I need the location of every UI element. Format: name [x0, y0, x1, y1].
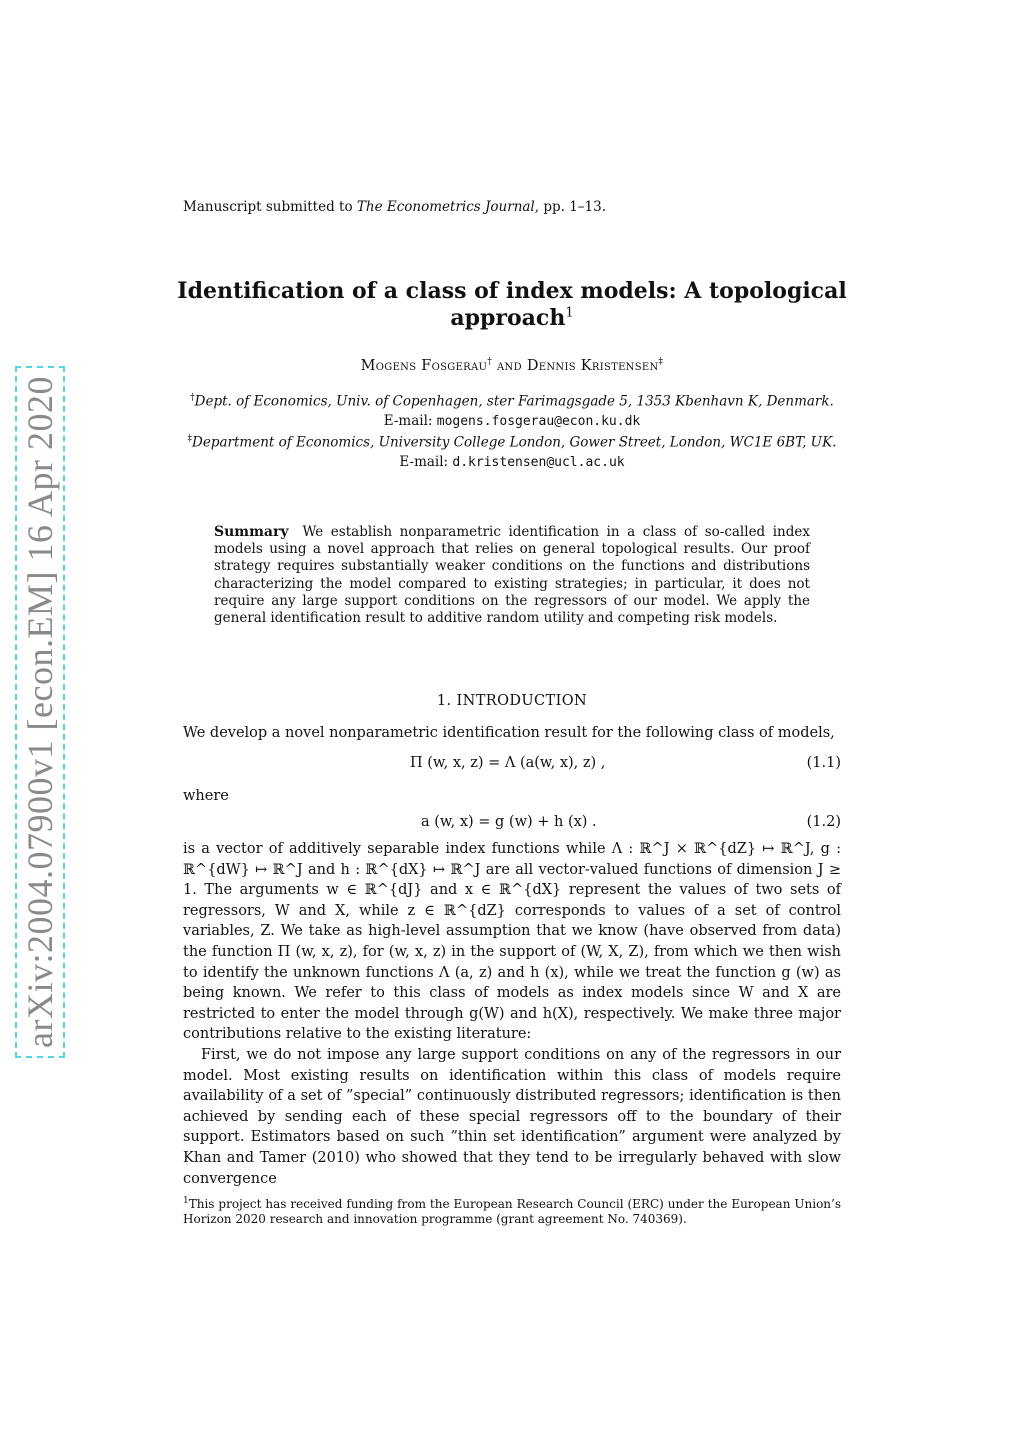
- arxiv-identifier[interactable]: arXiv:2004.07900v1 [econ.EM] 16 Apr 2020: [15, 366, 65, 1058]
- author-conjunction: and: [497, 357, 522, 374]
- header-prefix: Manuscript submitted to: [183, 199, 353, 215]
- equation-1-2: a (w, x) = g (w) + h (x) .: [421, 814, 597, 830]
- footnote-text: This project has received funding from the European Research Council (ERC) under the European Union’s Horizon 2020 research and innovation programme (grant agreement No. 740369).: [183, 1197, 841, 1226]
- author-1-mark: †: [487, 357, 493, 367]
- title-line-1: Identification of a class of index models: A topological: [177, 278, 847, 304]
- equation-1-2-number: (1.2): [806, 814, 841, 830]
- footnote: [183, 1194, 841, 1227]
- summary-block: [214, 524, 810, 627]
- email-label: E-mail:: [399, 454, 449, 470]
- arxiv-stamp: [0, 0, 66, 1449]
- affiliation-1-text: Dept. of Economics, Univ. of Copenhagen, ster Farimagsgade 5, 1353 Kbenhavn K, Denmark.: [194, 393, 834, 410]
- affiliation-2-mark: ‡: [187, 434, 193, 444]
- email-1[interactable]: mogens.fosgerau@econ.ku.dk: [436, 414, 641, 429]
- equation-1-1-number: (1.1): [806, 755, 841, 771]
- body-paragraph-2: First, we do not impose any large support conditions on any of the regressors in our model. Most existing results on identification within this class of models require availability of a set of ”special” continuously distributed regressors; identification is then achieved by sending each of these special regressors off to the boundary of their support. Estimators based on such ”thin set identification” argument were analyzed by Khan and Tamer (2010) who showed that they tend to be irregularly behaved with slow convergence: [183, 1047, 841, 1187]
- summary-label: Summary: [214, 524, 289, 540]
- equation-1-1: Π (w, x, z) = Λ (a(w, x), z) ,: [410, 755, 606, 771]
- paper-title: [140, 278, 884, 332]
- affiliation-2-email-line: [120, 454, 904, 470]
- affiliation-1-mark: †: [190, 393, 195, 403]
- journal-name: The Econometrics Journal: [356, 199, 535, 215]
- author-2-mark: ‡: [658, 357, 664, 367]
- affiliation-1: [120, 393, 904, 410]
- author-2: Dennis Kristensen: [526, 357, 659, 374]
- affiliation-2-text: Department of Economics, University College London, Gower Street, London, WC1E 6BT, UK.: [192, 434, 837, 451]
- section-heading: 1. INTRODUCTION: [436, 693, 588, 709]
- header-pages: , pp. 1–13.: [534, 199, 607, 215]
- summary-text: We establish nonparametric identification in a class of so-called index models using a novel approach that relies on general topological results. Our proof strategy requires substantially weaker conditions on the functions and distributions characterizing the model compared to existing strategies; in particular, it does not require any large support conditions on the regressors of our model. We apply the general identification result to additive random utility and competing risk models.: [214, 524, 810, 627]
- intro-paragraph: We develop a novel nonparametric identification result for the following class of models,: [183, 725, 835, 741]
- where-text: where: [183, 788, 229, 804]
- title-footnote-mark[interactable]: 1: [565, 305, 574, 321]
- body-paragraph-1: is a vector of additively separable index functions while Λ : ℝ^J × ℝ^{dZ} ↦ ℝ^J, g : ℝ^{dW} ↦ ℝ^J and h : ℝ^{dX} ↦ ℝ^J are all vector-valued functions of dimension J ≥ 1. The arguments w ∈ ℝ^{dJ} and x ∈ ℝ^{dX} represent the values of two sets of regressors, W and X, while z ∈ ℝ^{dZ} corresponds to values of a set of control variables, Z. We take as high-level assumption that we know (have observed from data) the function Π (w, x, z), for (w, x, z) in the support of (W, X, Z), from which we then wish to identify the unknown functions Λ (a, z) and h (x), while we treat the function g (w) as being known. We refer to this class of models as index models since W and X are restricted to enter the model through g(W) and h(X), respectively. We make three major contributions relative to the existing literature:: [183, 841, 841, 1043]
- email-label: E-mail:: [383, 413, 433, 429]
- email-2[interactable]: d.kristensen@ucl.ac.uk: [452, 455, 625, 470]
- running-header: [183, 199, 606, 215]
- author-1: Mogens Fosgerau: [360, 357, 488, 374]
- affiliation-2: [120, 434, 904, 451]
- author-list: [140, 357, 884, 374]
- footnote-mark: 1: [183, 1196, 189, 1206]
- affiliation-1-email-line: [120, 413, 904, 429]
- title-line-2: approach: [450, 305, 566, 331]
